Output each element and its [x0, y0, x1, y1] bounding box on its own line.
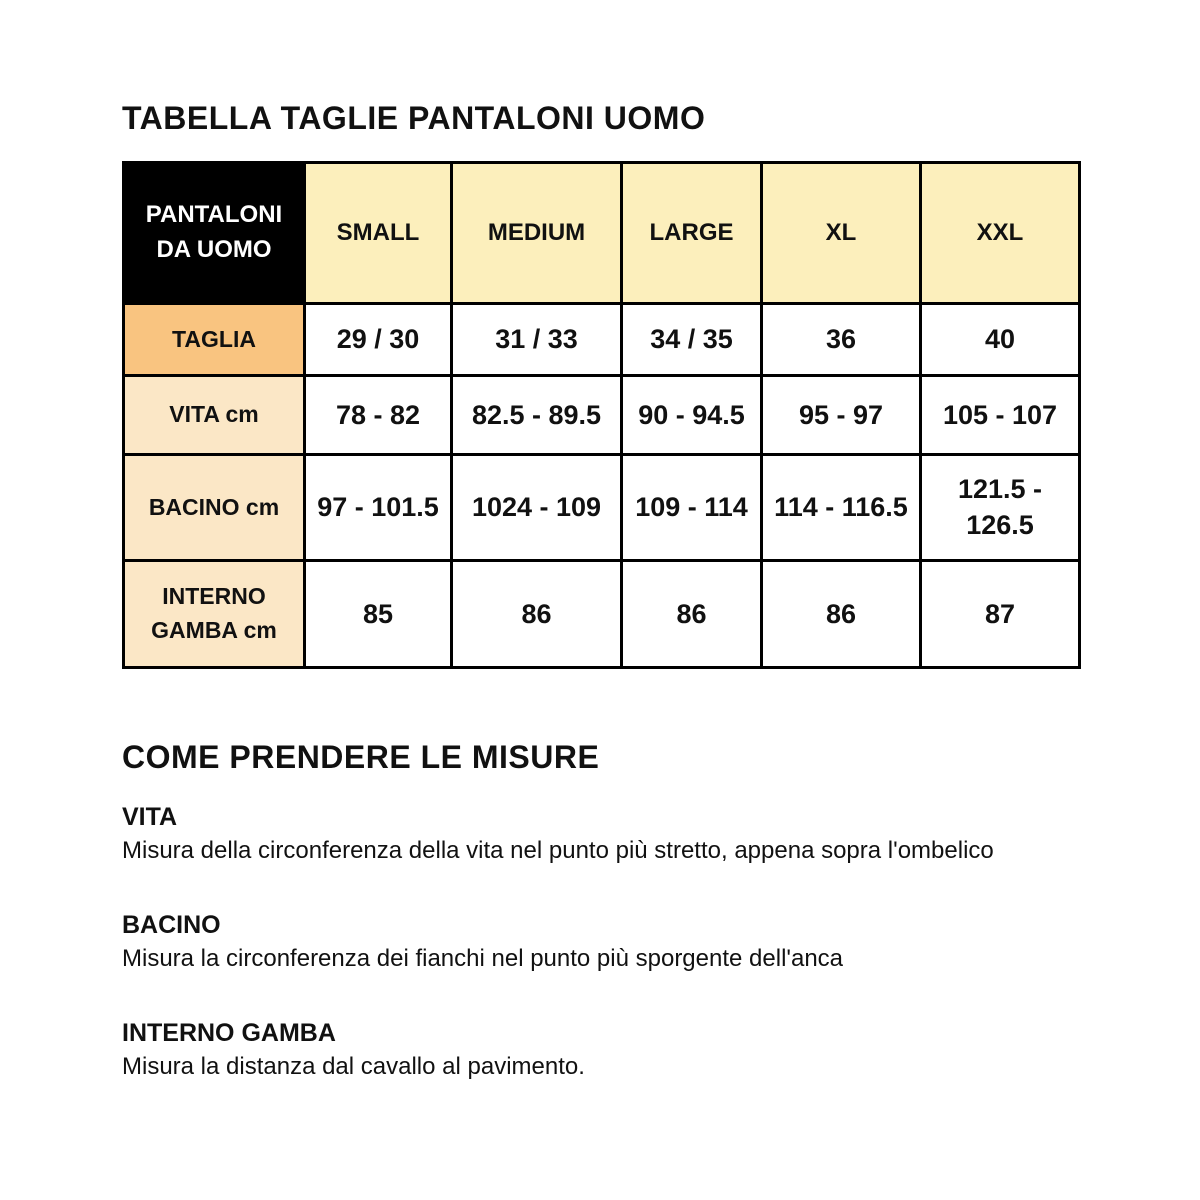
row-label-vita: VITA cm — [124, 375, 305, 454]
row-label-interno-gamba: INTERNO GAMBA cm — [124, 560, 305, 667]
table-cell: 78 - 82 — [305, 375, 452, 454]
column-header-xl: XL — [762, 162, 921, 303]
table-cell: 86 — [762, 560, 921, 667]
guide-text-bacino: Misura la circonferenza dei fianchi nel punto più sporgente dell'anca — [122, 944, 844, 972]
column-header-medium: MEDIUM — [452, 162, 622, 303]
size-chart-table — [122, 161, 1081, 669]
table-row-vita — [124, 375, 1080, 454]
table-cell: 85 — [305, 560, 452, 667]
measure-guide-title: COME PRENDERE LE MISURE — [122, 738, 600, 775]
row-label-bacino: BACINO cm — [124, 454, 305, 560]
table-cell: 29 / 30 — [305, 303, 452, 375]
guide-section-vita — [122, 803, 1080, 865]
guide-heading-vita: VITA — [122, 802, 178, 831]
table-cell: 90 - 94.5 — [622, 375, 762, 454]
guide-heading-bacino: BACINO — [122, 910, 221, 939]
guide-heading-interno-gamba: INTERNO GAMBA — [122, 1018, 336, 1047]
column-header-large: LARGE — [622, 162, 762, 303]
table-cell: 114 - 116.5 — [762, 454, 921, 560]
table-cell: 34 / 35 — [622, 303, 762, 375]
column-header-xxl: XXL — [921, 162, 1080, 303]
table-cell: 86 — [452, 560, 622, 667]
guide-text-vita: Misura della circonferenza della vita nel punto più stretto, appena sopra l'ombelico — [122, 836, 994, 864]
table-cell: 95 - 97 — [762, 375, 921, 454]
table-cell: 82.5 - 89.5 — [452, 375, 622, 454]
column-header-small: SMALL — [305, 162, 452, 303]
guide-text-interno-gamba: Misura la distanza dal cavallo al pavimento. — [122, 1052, 585, 1080]
table-cell: 1024 - 109 — [452, 454, 622, 560]
table-cell: 109 - 114 — [622, 454, 762, 560]
table-corner-label: PANTALONI DA UOMO — [124, 162, 305, 303]
guide-section-interno-gamba — [122, 1019, 1080, 1081]
table-row-taglia — [124, 303, 1080, 375]
table-cell: 87 — [921, 560, 1080, 667]
table-cell: 86 — [622, 560, 762, 667]
table-row-bacino — [124, 454, 1080, 560]
table-cell: 105 - 107 — [921, 375, 1080, 454]
table-header-row — [124, 162, 1080, 303]
table-cell: 36 — [762, 303, 921, 375]
guide-section-bacino — [122, 911, 1080, 973]
row-label-taglia: TAGLIA — [124, 303, 305, 375]
table-cell: 121.5 - 126.5 — [921, 454, 1080, 560]
table-cell: 40 — [921, 303, 1080, 375]
table-cell: 97 - 101.5 — [305, 454, 452, 560]
table-row-interno-gamba — [124, 560, 1080, 667]
page-title: TABELLA TAGLIE PANTALONI UOMO — [122, 100, 706, 136]
table-cell: 31 / 33 — [452, 303, 622, 375]
